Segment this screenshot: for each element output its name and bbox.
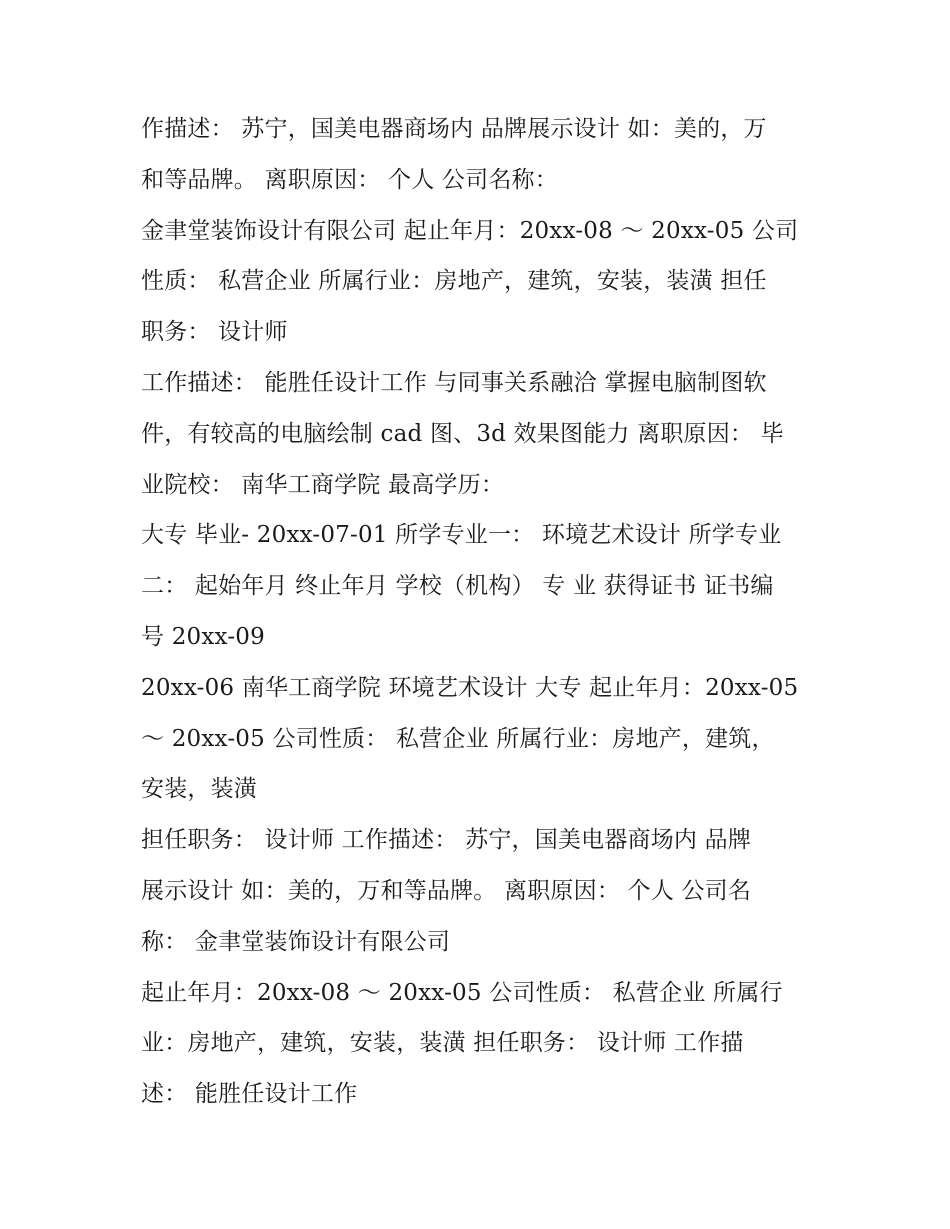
text-line: 工作描述： 能胜任设计工作 与同事关系融洽 掌握电脑制图软 [141, 369, 767, 396]
text-line: 件，有较高的电脑绘制 cad 图、3d 效果图能力 离职原因： 毕 [141, 420, 784, 447]
text-line: 述： 能胜任设计工作 [141, 1081, 358, 1108]
text-line: 展示设计 如：美的，万和等品牌。 离职原因： 个人 公司名 [141, 877, 752, 904]
text-line: 起止年月：20xx-08 ～ 20xx-05 公司性质： 私营企业 所属行 [141, 979, 783, 1006]
text-line: 作描述： 苏宁，国美电器商场内 品牌展示设计 如：美的，万 [141, 116, 767, 142]
text-line: 业院校： 南华工商学院 最高学历： [141, 471, 505, 498]
text-line: 金聿堂装饰设计有限公司 起止年月：20xx-08 ～ 20xx-05 公司 [141, 217, 799, 244]
text-line: ～ 20xx-05 公司性质： 私营企业 所属行业：房地产，建筑， [141, 725, 775, 752]
text-line: 二： 起始年月 终止年月 学校（机构） 专 业 获得证书 证书编 [141, 573, 774, 600]
text-line: 性质： 私营企业 所属行业：房地产，建筑，安装，装潢 担任 [141, 268, 767, 295]
text-line: 称： 金聿堂装饰设计有限公司 [141, 928, 451, 955]
text-line: 职务： 设计师 [141, 319, 288, 346]
text-line: 20xx-06 南华工商学院 环境艺术设计 大专 起止年月：20xx-05 [141, 674, 799, 701]
text-line: 和等品牌。 离职原因： 个人 公司名称： [141, 166, 558, 193]
text-line: 大专 毕业- 20xx-07-01 所学专业一： 环境艺术设计 所学专业 [141, 522, 782, 549]
text-line: 号 20xx-09 [141, 623, 265, 650]
document-body [141, 104, 811, 1120]
text-line: 担任职务： 设计师 工作描述： 苏宁，国美电器商场内 品牌 [141, 827, 752, 854]
text-line: 业：房地产，建筑，安装，装潢 担任职务： 设计师 工作描 [141, 1030, 744, 1057]
text-line: 安装，装潢 [141, 776, 257, 803]
